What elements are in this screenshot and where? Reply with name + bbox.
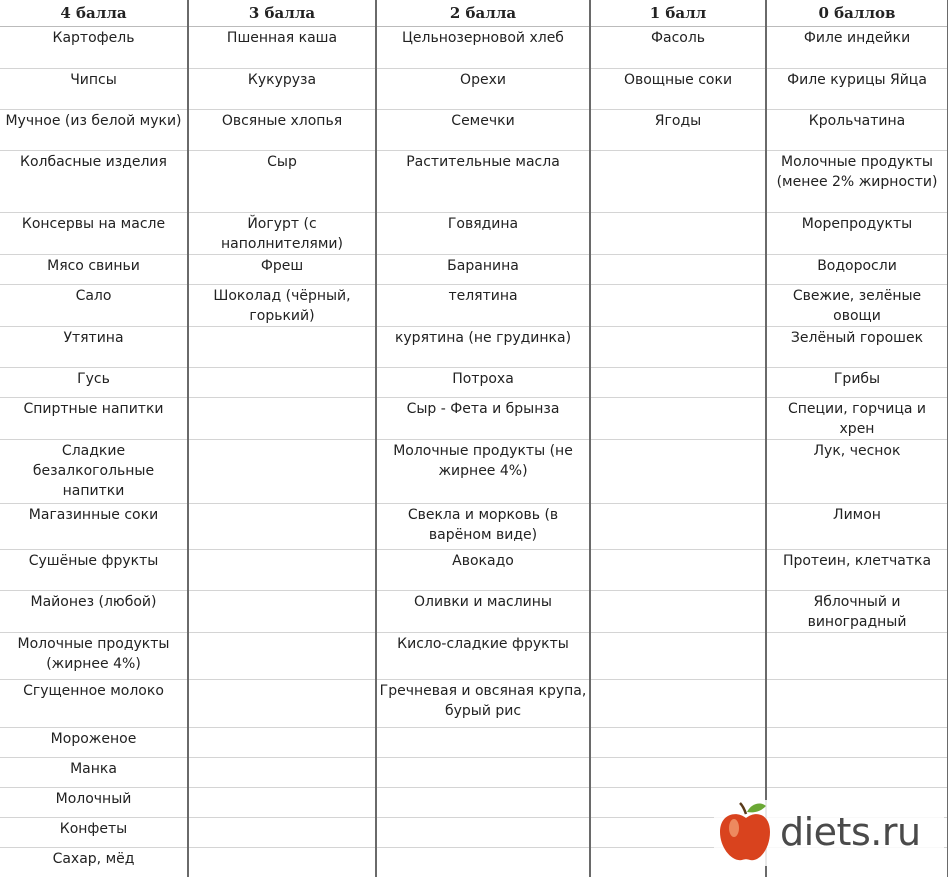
table-cell: Яблочный и виноградный [766, 591, 948, 633]
table-cell: Авокадо [376, 550, 590, 591]
table-row [0, 633, 948, 680]
table-cell: Зелёный горошек [766, 327, 948, 368]
table-cell: Сахар, мёд [0, 848, 188, 877]
header-3-points: 3 балла [188, 0, 376, 27]
table-cell: Крольчатина [766, 110, 948, 151]
table-cell: Морепродукты [766, 213, 948, 255]
table-cell [188, 368, 376, 398]
table-cell: Протеин, клетчатка [766, 550, 948, 591]
table-cell: Семечки [376, 110, 590, 151]
table-row [0, 728, 948, 758]
table-cell: Консервы на масле [0, 213, 188, 255]
table-cell [188, 327, 376, 368]
table-cell: Сладкие безалкогольные напитки [0, 440, 188, 504]
table-row [0, 398, 948, 440]
watermark-text: diets.ru [780, 810, 921, 854]
table-cell: Кукуруза [188, 69, 376, 110]
table-cell: Пшенная каша [188, 27, 376, 69]
table-cell [766, 728, 948, 758]
table-cell [590, 591, 766, 633]
table-cell [188, 550, 376, 591]
table-cell: Утятина [0, 327, 188, 368]
table-cell: Филе курицы Яйца [766, 69, 948, 110]
table-cell: Гусь [0, 368, 188, 398]
table-cell [376, 758, 590, 788]
table-cell [188, 504, 376, 550]
table-cell: Молочный [0, 788, 188, 818]
table-cell: Фреш [188, 255, 376, 285]
table-cell: Орехи [376, 69, 590, 110]
table-cell: Молочные продукты (жирнее 4%) [0, 633, 188, 680]
header-1-point: 1 балл [590, 0, 766, 27]
table-cell: Сгущенное молоко [0, 680, 188, 728]
table-cell [590, 368, 766, 398]
table-row [0, 285, 948, 327]
header-0-points: 0 баллов [766, 0, 948, 27]
table-cell [590, 758, 766, 788]
table-cell [188, 728, 376, 758]
table-cell: Молочные продукты (менее 2% жирности) [766, 151, 948, 213]
header-row [0, 0, 948, 27]
header-2-points: 2 балла [376, 0, 590, 27]
table-row [0, 69, 948, 110]
table-cell: Спиртные напитки [0, 398, 188, 440]
table-row [0, 680, 948, 728]
table-cell [188, 633, 376, 680]
table-cell: Потроха [376, 368, 590, 398]
table-cell: Картофель [0, 27, 188, 69]
table-cell [376, 848, 590, 877]
table-cell: Мучное (из белой муки) [0, 110, 188, 151]
table-cell: Сушёные фрукты [0, 550, 188, 591]
table-cell: Гречневая и овсяная крупа, бурый рис [376, 680, 590, 728]
table-cell: Свекла и морковь (в варёном виде) [376, 504, 590, 550]
table-cell: телятина [376, 285, 590, 327]
table-cell [590, 550, 766, 591]
table-cell [766, 633, 948, 680]
diets-logo [714, 800, 944, 866]
table-cell [590, 440, 766, 504]
table-cell [376, 818, 590, 848]
table-row [0, 758, 948, 788]
table-row [0, 213, 948, 255]
table-cell: Майонез (любой) [0, 591, 188, 633]
table-cell: Ягоды [590, 110, 766, 151]
table-row [0, 327, 948, 368]
table-cell: Лук, чеснок [766, 440, 948, 504]
table-cell [766, 758, 948, 788]
table-cell [766, 680, 948, 728]
table-cell: Сыр [188, 151, 376, 213]
table-cell: Цельнозерновой хлеб [376, 27, 590, 69]
table-cell [376, 728, 590, 758]
table-cell: Овощные соки [590, 69, 766, 110]
table-cell: курятина (не грудинка) [376, 327, 590, 368]
table-cell [188, 788, 376, 818]
table-cell: Мясо свиньи [0, 255, 188, 285]
table-row [0, 504, 948, 550]
table-cell [590, 398, 766, 440]
table-cell: Баранина [376, 255, 590, 285]
table-cell [188, 680, 376, 728]
table-cell [590, 680, 766, 728]
header-4-points: 4 балла [0, 0, 188, 27]
table-row [0, 255, 948, 285]
table-cell [188, 758, 376, 788]
table-row [0, 440, 948, 504]
table-cell: Овсяные хлопья [188, 110, 376, 151]
table-cell: Фасоль [590, 27, 766, 69]
table-cell [590, 213, 766, 255]
table-cell [590, 728, 766, 758]
table-cell: Чипсы [0, 69, 188, 110]
table-cell [188, 398, 376, 440]
table-cell [188, 440, 376, 504]
table-cell: Конфеты [0, 818, 188, 848]
table-cell [590, 151, 766, 213]
table-cell: Йогурт (с наполнителями) [188, 213, 376, 255]
table-cell [590, 633, 766, 680]
table-cell: Сыр - Фета и брынза [376, 398, 590, 440]
table-row [0, 368, 948, 398]
table-cell: Мороженое [0, 728, 188, 758]
table-body [0, 27, 948, 877]
table-cell: Водоросли [766, 255, 948, 285]
table-row [0, 591, 948, 633]
table-cell: Свежие, зелёные овощи [766, 285, 948, 327]
table-cell: Сало [0, 285, 188, 327]
table-cell [188, 818, 376, 848]
table-row [0, 110, 948, 151]
table-cell [590, 504, 766, 550]
table-cell: Лимон [766, 504, 948, 550]
apple-icon [714, 800, 780, 866]
table-cell: Филе индейки [766, 27, 948, 69]
table-cell: Манка [0, 758, 188, 788]
table-row [0, 550, 948, 591]
table-cell: Колбасные изделия [0, 151, 188, 213]
table-cell [376, 788, 590, 818]
table-cell: Растительные масла [376, 151, 590, 213]
table-cell: Кисло-сладкие фрукты [376, 633, 590, 680]
table-cell [590, 285, 766, 327]
table-cell: Молочные продукты (не жирнее 4%) [376, 440, 590, 504]
table-cell: Грибы [766, 368, 948, 398]
table-row [0, 151, 948, 213]
table-cell [590, 255, 766, 285]
table-cell [188, 848, 376, 877]
table-cell: Шоколад (чёрный, горький) [188, 285, 376, 327]
table-cell: Специи, горчица и хрен [766, 398, 948, 440]
table-cell [590, 327, 766, 368]
table-cell [188, 591, 376, 633]
table-cell: Магазинные соки [0, 504, 188, 550]
table-cell: Оливки и маслины [376, 591, 590, 633]
table-row [0, 27, 948, 69]
table-cell: Говядина [376, 213, 590, 255]
